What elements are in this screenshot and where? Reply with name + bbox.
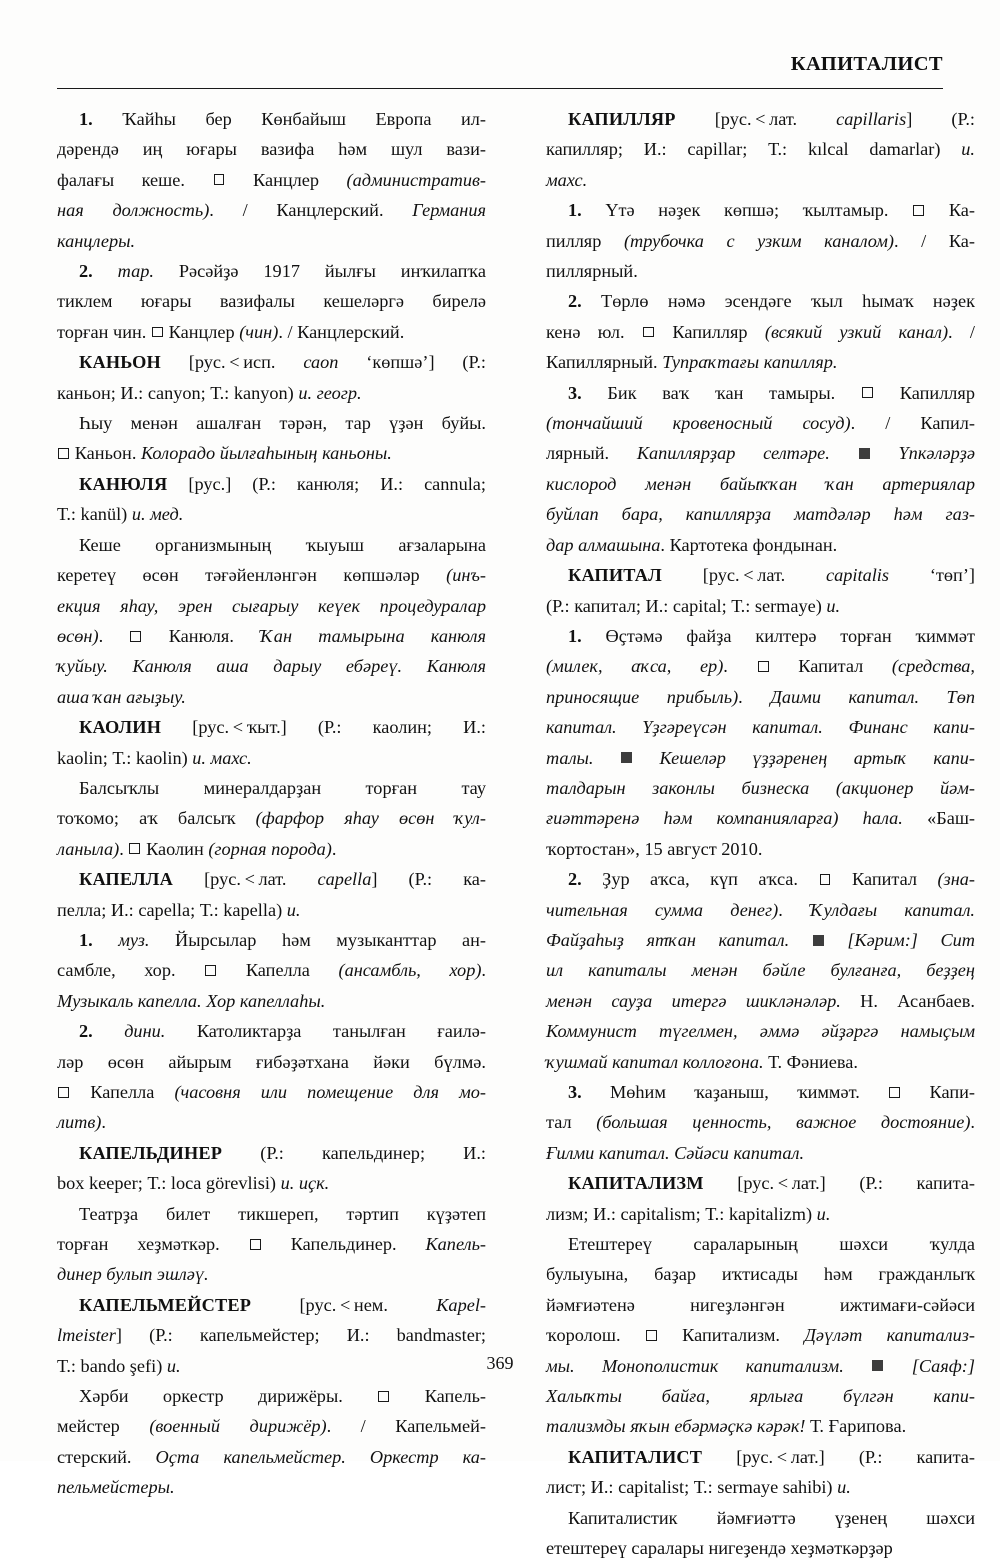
text-line: Етештереү сараларының шәхси ҡулда <box>568 1234 975 1255</box>
headword-line: КАПИТАЛ [рус. < лат. capitalis ‘төп’] <box>568 565 975 586</box>
text-line: капитал. Үҙгәреүсән капитал. Финанс капи- <box>546 717 975 738</box>
open-square-marker-icon <box>758 661 769 672</box>
text-line: ҡортостан», 15 август 2010. <box>546 838 763 859</box>
text-line: аша ҡан ағыҙыу. <box>57 686 186 707</box>
text-line: капилляр; И.: capillar; Т.: kılcal damarlar) и. <box>546 139 975 160</box>
filled-square-marker-icon <box>859 448 870 459</box>
text-line: кенә юл. Капилляр (всякий узкий канал). / <box>546 321 975 342</box>
text-line: box keeper; Т.: loca görevlisi) и. иҫк. <box>57 1173 330 1194</box>
headword-line: КАОЛИН [рус. < ҡыт.] (Р.: каолин; И.: <box>79 717 486 738</box>
header-rule <box>57 88 943 89</box>
text-line: Ғилми капитал. Сәйәси капитал. <box>546 1142 805 1163</box>
text-line: ҡушмай капитал коллоғона. Т. Фәниева. <box>546 1051 858 1072</box>
text-line: (милек, аҡса, ер). Капитал (средства, <box>546 656 975 677</box>
text-line: Файҙаһыҙ ятҡан капитал. [Кәрим:] Сит <box>546 929 975 950</box>
text-line: ғиәттәренә һәм компанияларға) һала. «Баш- <box>546 808 975 829</box>
text-line: тоҡомо; аҡ балсыҡ (фарфор яһау өсөн ҡул- <box>57 808 486 829</box>
open-square-marker-icon <box>205 965 216 976</box>
text-line: мы. Монополистик капитализм. [Саяф:] <box>546 1355 975 1376</box>
text-line: канцлеры. <box>57 230 136 251</box>
text-line: Капиталистик йәмғиәттә үҙенең шәхси <box>568 1507 975 1528</box>
text-line: талдарын законлы бизнеска (акционер йәм- <box>546 777 975 798</box>
text-line: стерский. Оҫта капельмейстер. Оркестр ка- <box>57 1446 487 1467</box>
text-line: талы. Кешеләр үҙҙәренең артыҡ капи- <box>546 747 975 768</box>
text-line: kaolin; Т.: kaolin) и. махс. <box>57 747 252 768</box>
text-line: Балсыҡлы минералдарҙан торған тау <box>79 777 486 798</box>
text-line: самбле, хор. Капелла (ансамбль, хор). <box>57 960 486 981</box>
open-square-marker-icon <box>129 843 140 854</box>
running-head <box>57 52 943 86</box>
text-line: ләр өсөн айырым ғибәҙәтхана йәки бүлмә. <box>57 1051 486 1072</box>
text-line: керетеү өсөн тәғәйенләнгән көпшәләр (инъ- <box>57 565 486 586</box>
text-line: чительная сумма денег). Ҡулдағы капитал. <box>546 899 975 920</box>
headword-line: КАНЬОН [рус. < исп. саоn ‘көпшә’] (Р.: <box>79 352 486 373</box>
open-square-marker-icon <box>820 874 831 885</box>
text-line: 1. Үтә нәҙек көпшә; ҡылтамыр. Ка- <box>568 200 975 221</box>
running-head-title: КАПИТАЛИСТ <box>790 53 943 75</box>
text-line: Каньон. Колорадо йылғаһының каньоны. <box>57 438 486 468</box>
text-line: лист; И.: capitalist; Т.: sermaye sahibi) и. <box>546 1477 851 1498</box>
text-line: 2. дини. Католиктарҙа танылған ғаилә- <box>79 1021 486 1042</box>
text-line: Т.: kanül) и. мед. <box>57 504 184 525</box>
text-line: булыуына, баҙар иҡтисады һәм гражданлыҡ <box>546 1264 975 1285</box>
text-line: ҡуйыу. Канюля аша дарыу ебәреү. Канюля <box>57 656 486 677</box>
text-line: 2. Төрлө нәмә эсендәге ҡыл һымаҡ нәҙек <box>568 291 975 312</box>
open-square-marker-icon <box>913 205 924 216</box>
headword-line: КАПИЛЛЯР [рус. < лат. capillaris] (Р.: <box>568 109 976 129</box>
text-line: ил капиталы менән бәйле булғанға, беҙҙең <box>546 960 975 981</box>
text-line: Музыкаль капелла. Хор капеллаһы. <box>57 990 326 1011</box>
open-square-marker-icon <box>58 1087 69 1098</box>
text-line: Капелла (часовня или помещение для мо- <box>57 1077 486 1107</box>
page-number: 369 <box>486 1353 514 1373</box>
text-line: ная должность). / Канцлерский. Германия <box>57 200 486 221</box>
text-line: пилляр (трубочка с узким каналом). / Ка- <box>546 230 975 251</box>
text-line: буйлап бара, капиллярҙа матдәләр һәм газ- <box>546 504 975 525</box>
open-square-marker-icon <box>214 174 225 185</box>
text-line: махс. <box>546 169 588 190</box>
headword-line: КАНЮЛЯ [рус.] (Р.: канюля; И.: cannula; <box>79 473 486 494</box>
text-line: (тончайший кровеносный сосуд). / Капил- <box>546 413 975 434</box>
text-line: 1. Өҫтәмә файҙа килтерә торған ҡиммәт <box>568 625 975 646</box>
text-line: ҡоролош. Капитализм. Дәүләт капитализ- <box>546 1325 975 1346</box>
text-line: Хәрби оркестр дирижёры. Капель- <box>79 1386 486 1407</box>
headword-line: КАПЕЛЬМЕЙСТЕР [рус. < нем. Kapel- <box>79 1294 486 1315</box>
text-line: Т.: bando şefi) и. <box>57 1355 181 1376</box>
open-square-marker-icon <box>58 448 69 459</box>
headword-line: КАПЕЛЬДИНЕР (Р.: капельдинер; И.: <box>79 1142 486 1163</box>
open-square-marker-icon <box>889 1087 900 1098</box>
text-line: тал (большая ценность, важное достояние). <box>546 1112 975 1133</box>
filled-square-marker-icon <box>621 752 632 763</box>
text-line: Кеше организмының ҡыуыш ағзаларына <box>79 534 486 555</box>
text-line: лизм; И.: capitalism; Т.: kapitalizm) и. <box>546 1203 831 1224</box>
text-line: 3. Бик ваҡ ҡан тамыры. Капилляр <box>568 382 975 403</box>
text-line: етештереү саралары нигеҙендә хеҙмәткәрҙәр <box>546 1538 893 1559</box>
open-square-marker-icon <box>378 1391 389 1402</box>
text-line: Капиллярный. Тупраҡтағы капилляр. <box>546 352 838 373</box>
text-line: ланыла). Каолин (горная порода). <box>57 838 337 859</box>
text-line: 2. Ҙур аҡса, күп аҡса. Капитал (зна- <box>568 869 975 890</box>
text-line: 3. Мөһим ҡаҙаныш, ҡиммәт. Капи- <box>568 1082 975 1102</box>
right-column <box>546 104 976 1559</box>
open-square-marker-icon <box>130 631 141 642</box>
text-line: екция яһау, эрен сығарыу кеүек процедуралар <box>57 595 486 616</box>
text-line: 2. тар. Рәсәйҙә 1917 йылғы инҡилапҡа <box>79 261 486 282</box>
text-line: (Р.: капитал; И.: capital; Т.: sermaye) и. <box>546 595 841 616</box>
text-line: дар алмашына. Картотека фондынан. <box>546 534 838 555</box>
text-line: литв). <box>57 1112 106 1133</box>
text-line: мейстер (военный дирижёр). / Капельмей- <box>57 1416 486 1437</box>
text-line: динер булып эшләү. <box>57 1264 209 1285</box>
text-line: тализмды яҡын ебәрмәҫкә кәрәк! Т. Ғарипова. <box>546 1416 907 1437</box>
text-line: 1. Ҡайһы бер Көнбайыш Европа ил- <box>79 109 486 129</box>
open-square-marker-icon <box>152 327 163 338</box>
text-line: приносящие прибыль). Даими капитал. Төп <box>546 686 976 707</box>
text-line: йәмғиәтенә нигеҙләнгән ижтимағи-сәйәси <box>546 1294 975 1315</box>
open-square-marker-icon <box>862 387 873 398</box>
text-line: пиллярный. <box>546 261 638 282</box>
left-column <box>57 104 487 1498</box>
text-line: пелла; И.: capella; Т.: kapella) и. <box>57 899 301 920</box>
filled-square-marker-icon <box>813 935 824 946</box>
text-line: тиклем юғары вазифалы кешеләргә бирелә <box>57 291 486 312</box>
text-line: 1. муз. Йырсылар һәм музыканттар ан- <box>79 929 486 950</box>
text-line: Һыу менән ашалған тәрән, тар үҙән буйы. <box>79 413 486 434</box>
text-line: лярный. Капиллярҙар селтәре. Үпкәләрҙә <box>546 443 975 464</box>
text-line: Коммунист түгелмен, әммә әйҙәргә намыҫым <box>546 1021 975 1042</box>
text-line: дәрендә иң юғары вазифа һәм шул вази- <box>57 139 486 160</box>
headword-line: КАПИТАЛИСТ [рус. < лат.] (Р.: капита- <box>568 1446 975 1467</box>
open-square-marker-icon <box>646 1330 657 1341</box>
text-line: каньон; И.: canyon; Т.: kanyon) и. геогр. <box>57 382 362 403</box>
text-line: торған хеҙмәткәр. Капельдинер. Капель- <box>57 1234 486 1255</box>
text-line: Театрҙа билет тикшереп, тәртип күҙәтеп <box>79 1203 486 1224</box>
text-line: кислород менән байыҡҡан ҡан артериялар <box>546 473 975 494</box>
text-line: пельмейстеры. <box>57 1477 175 1498</box>
text-line: фалағы кеше. Канцлер (административ- <box>57 169 486 190</box>
text-line: lmeister] (Р.: капельмейстер; И.: bandmaster; <box>57 1325 486 1346</box>
text-line: өсөн). Канюля. Ҡан тамырына канюля <box>57 625 487 646</box>
headword-line: КАПЕЛЛА [рус. < лат. capella] (Р.: ка- <box>79 869 486 890</box>
text-line: торған чин. Канцлер (чин). / Канцлерский. <box>57 321 405 342</box>
open-square-marker-icon <box>643 327 654 338</box>
text-line: менән сауҙа итергә шикләнәләр. Н. Асанбаев. <box>546 990 975 1011</box>
headword-line: КАПИТАЛИЗМ [рус. < лат.] (Р.: капита- <box>568 1173 975 1194</box>
text-line: Халыҡты байға, ярлыға бүлгән капи- <box>546 1386 975 1407</box>
open-square-marker-icon <box>250 1239 261 1250</box>
